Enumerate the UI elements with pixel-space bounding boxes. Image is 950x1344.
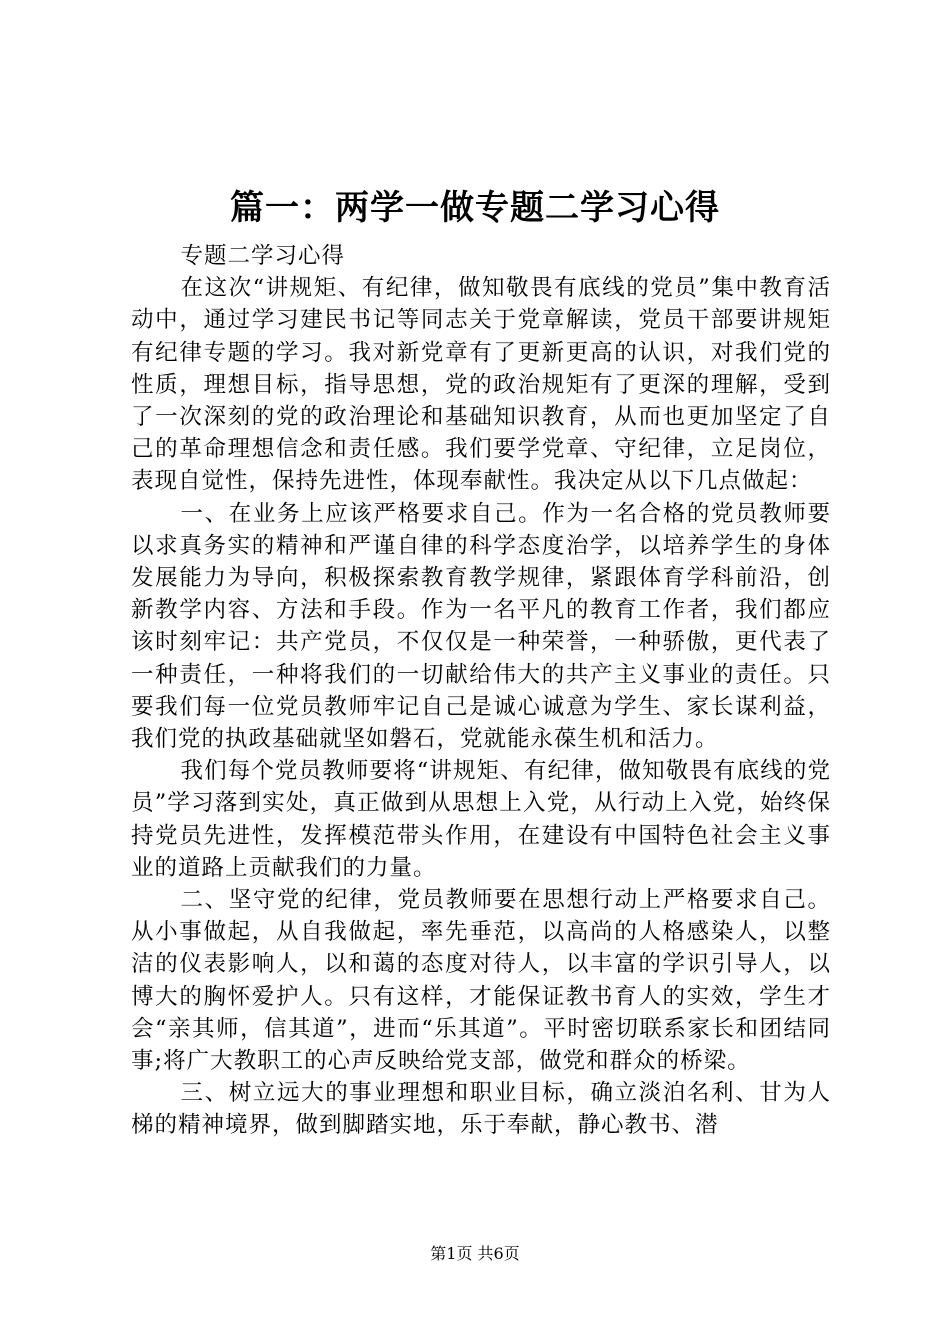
body-paragraph: 三、树立远大的事业理想和职业目标，确立淡泊名利、甘为人梯的精神境界，做到脚踏实地，乐于奉献，静心教书、潜 (131, 1080, 831, 1139)
document-title: 篇一：两学一做专题二学习心得 (230, 188, 720, 228)
body-paragraph: 二、坚守党的纪律，党员教师要在思想行动上严格要求自己。从小事做起，从自我做起，率先垂范，以高尚的人格感染人，以整洁的仪表影响人，以和蔼的态度对待人，以丰富的学识引导人，以博大的胸怀爱护人。只有这样，才能保证教书育人的实效，学生才会“亲其师，信其道”，进而“乐其道”。平时密切联系家长和团结同事;将广大教职工的心声反映给党支部，做党和群众的桥梁。 (131, 887, 831, 1075)
document-body (131, 240, 831, 1142)
subtitle-paragraph: 专题二学习心得 (180, 243, 346, 269)
page-number-footer: 第1页 共6页 (430, 1244, 520, 1263)
body-paragraph: 我们每个党员教师要将“讲规矩、有纪律，做知敬畏有底线的党员”学习落到实处，真正做到从思想上入党，从行动上入党，始终保持党员先进性，发挥模范带头作用，在建设有中国特色社会主义事业的道路上贡献我们的力量。 (131, 758, 831, 881)
body-paragraph: 在这次“讲规矩、有纪律，做知敬畏有底线的党员”集中教育活动中，通过学习建民书记等同志关于党章解读，党员干部要讲规矩有纪律专题的学习。我对新党章有了更新更高的认识，对我们党的性质，理想目标，指导思想，党的政治规矩有了更深的理解，受到了一次深刻的党的政治理论和基础知识教育，从而也更加坚定了自己的革命理想信念和责任感。我们要学党章、守纪律，立足岗位，表现自觉性，保持先进性，体现奉献性。我决定从以下几点做起： (131, 275, 831, 495)
body-paragraph: 一、在业务上应该严格要求自己。作为一名合格的党员教师要以求真务实的精神和严谨自律的科学态度治学，以培养学生的身体发展能力为导向，积极探索教育教学规律，紧跟体育学科前沿，创新教学内容、方法和手段。作为一名平凡的教育工作者，我们都应该时刻牢记：共产党员，不仅仅是一种荣誉，一种骄傲，更代表了一种责任，一种将我们的一切献给伟大的共产主义事业的责任。只要我们每一位党员教师牢记自己是诚心诚意为学生、家长谋利益，我们党的执政基础就坚如磐石，党就能永葆生机和活力。 (131, 500, 831, 753)
